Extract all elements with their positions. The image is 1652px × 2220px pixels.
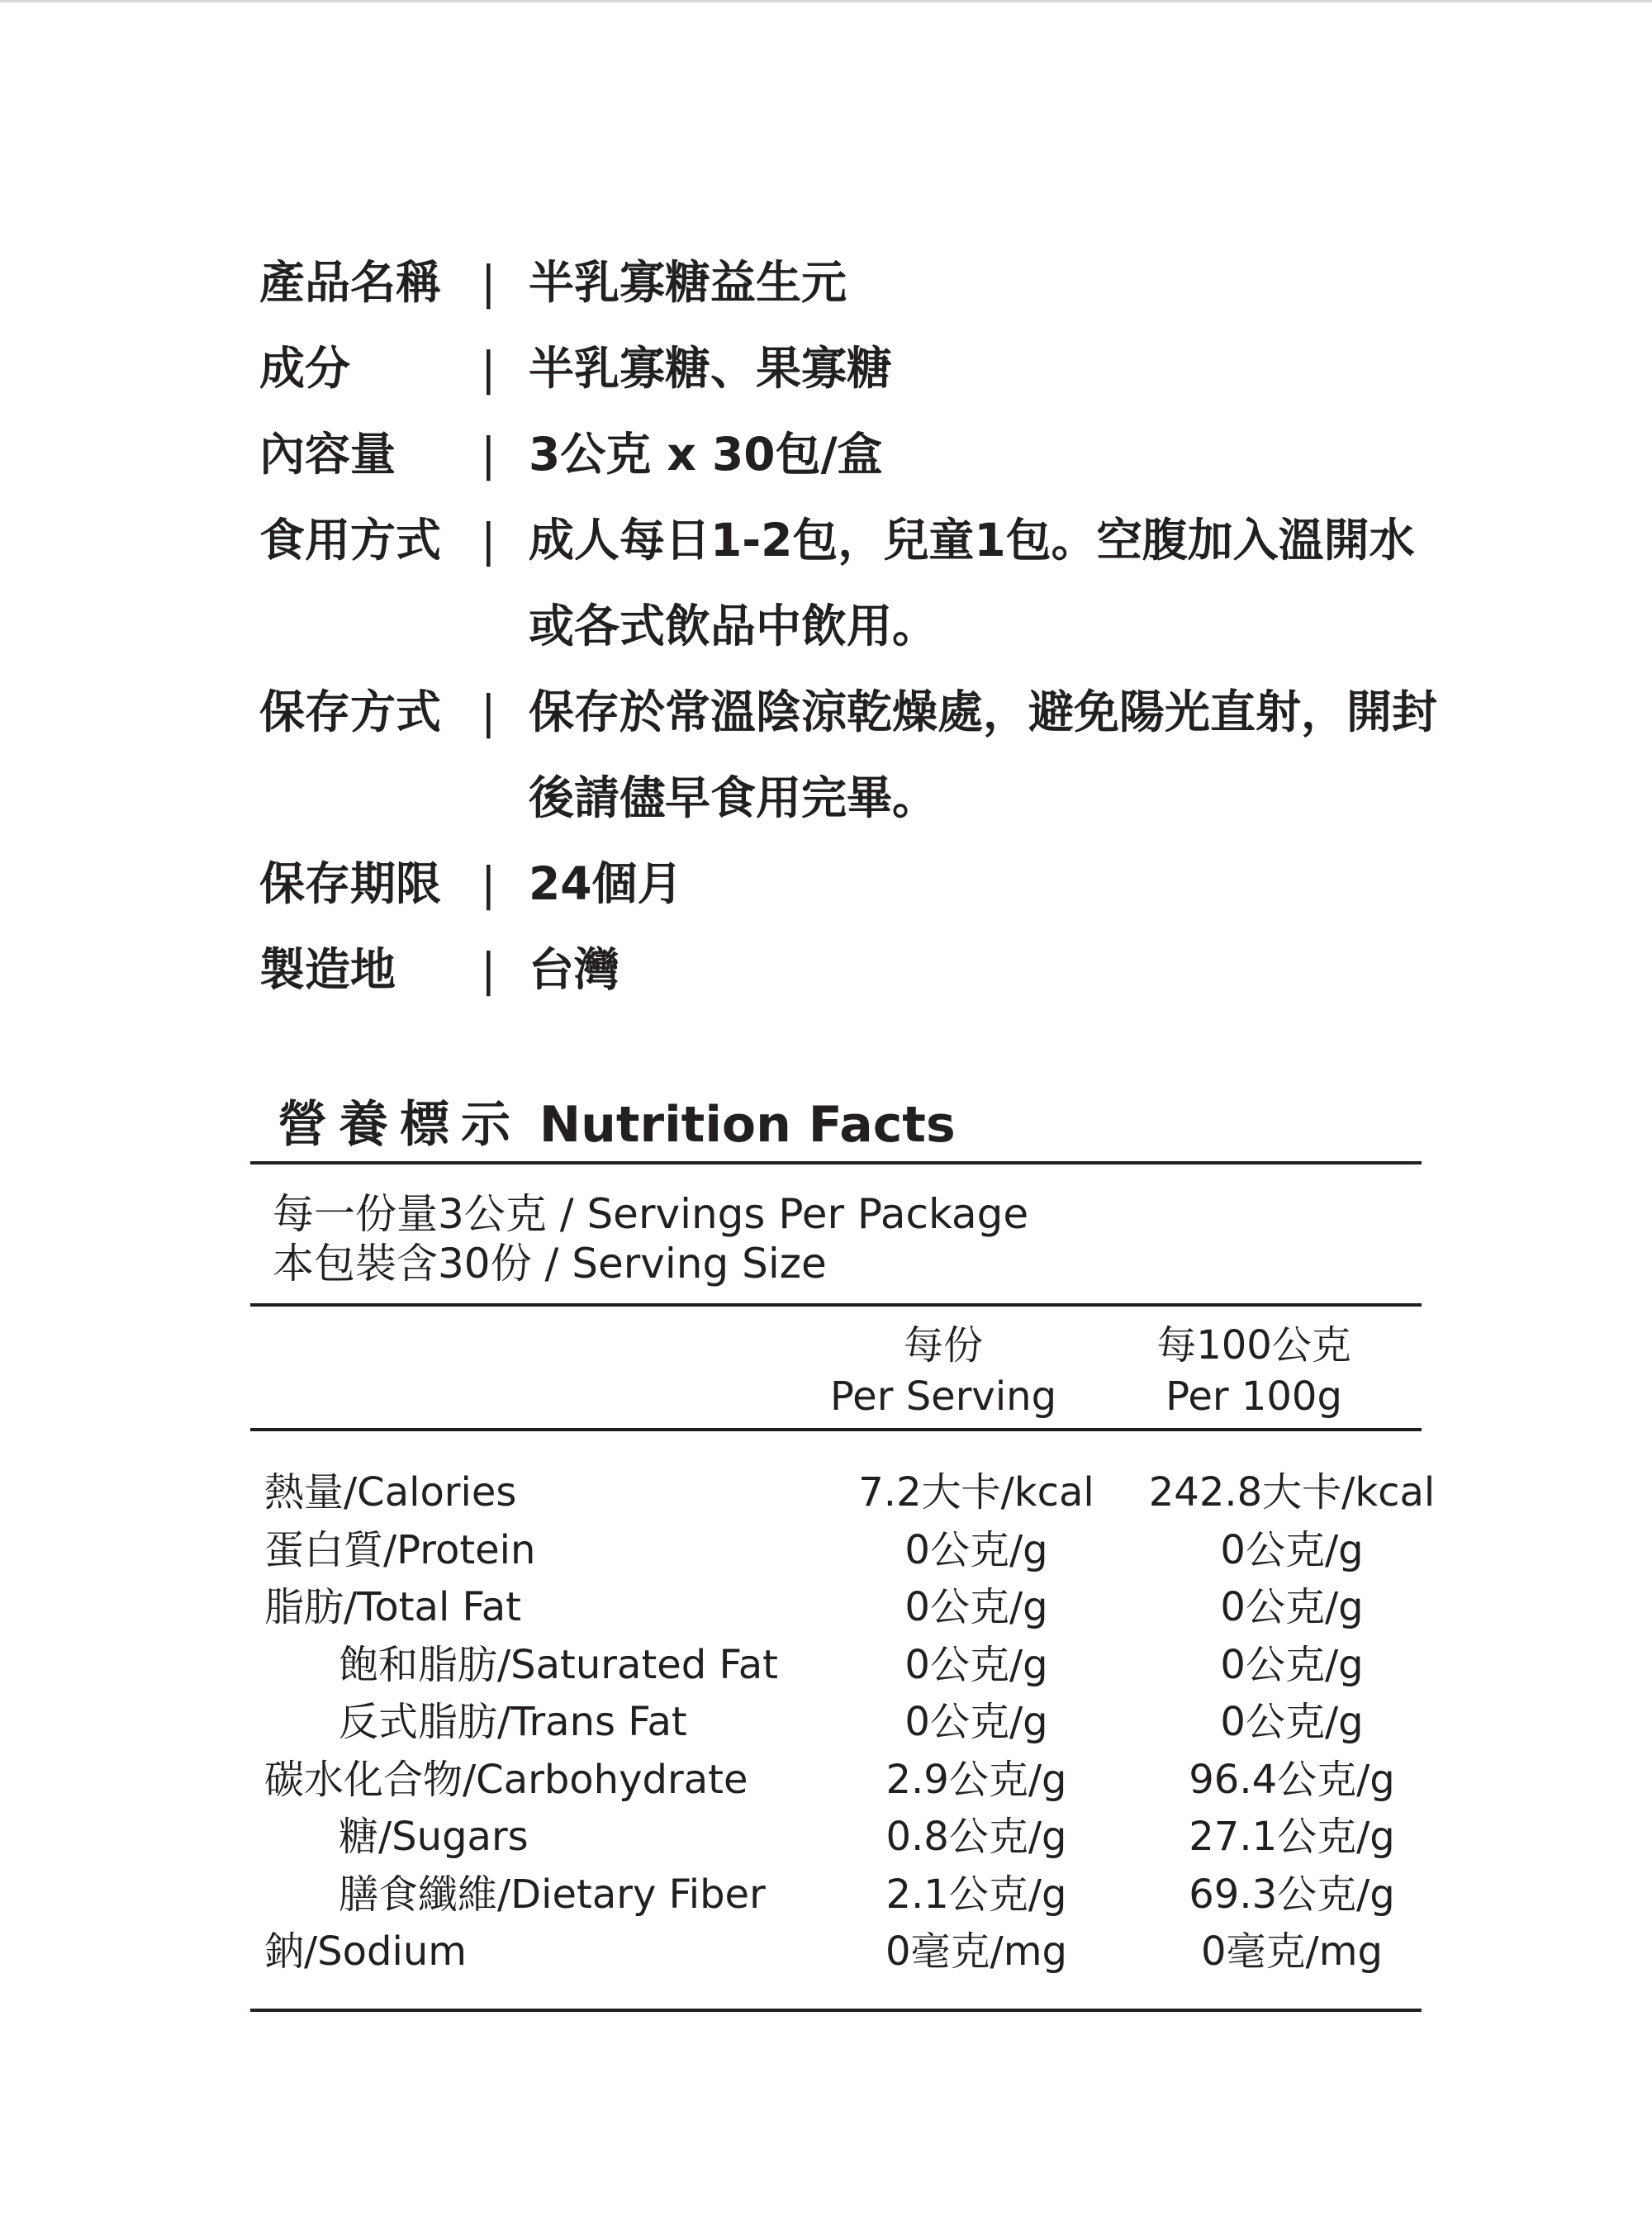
- table-row: [264, 1579, 1421, 1637]
- table-row: [264, 1522, 1421, 1580]
- nutrient-name: 飽和脂肪/Saturated Fat: [339, 1641, 778, 1688]
- per-100g-value: 0公克/g: [1220, 1526, 1364, 1573]
- per-100g-value: 242.8大卡/kcal: [1148, 1469, 1436, 1516]
- nutrient-name: 熱量/Calories: [264, 1469, 517, 1516]
- column-header-en: Per 100g: [1165, 1373, 1342, 1420]
- per-100g-value: 69.3公克/g: [1189, 1871, 1395, 1918]
- per-100g-value: 27.1公克/g: [1189, 1814, 1395, 1860]
- info-label: 製造地: [259, 943, 396, 996]
- info-separator: |: [481, 428, 496, 481]
- table-row: [264, 1752, 1421, 1810]
- table-row: [264, 1637, 1421, 1695]
- nutrient-name: 反式脂肪/Trans Fat: [339, 1699, 687, 1745]
- per-serving-value: 2.9公克/g: [885, 1756, 1067, 1803]
- nutrient-name: 蛋白質/Protein: [264, 1526, 536, 1573]
- top-divider: [0, 0, 1652, 2]
- table-row: [264, 1694, 1421, 1752]
- info-separator: |: [481, 514, 496, 567]
- column-header-zh: 每100公克: [1156, 1322, 1351, 1369]
- info-separator: |: [481, 256, 496, 309]
- nutrient-name: 鈉/Sodium: [264, 1928, 467, 1975]
- per-100g-value: 0公克/g: [1220, 1641, 1364, 1688]
- column-header-per-100g: [1080, 1320, 1427, 1422]
- info-value: 3公克 x 30包/盒: [529, 428, 883, 481]
- info-label: 保存期限: [259, 857, 442, 910]
- column-header-zh: 每份: [903, 1322, 983, 1369]
- nutrient-name: 膳食纖維/Dietary Fiber: [339, 1871, 766, 1918]
- info-value: 保存於常溫陰涼乾燥處，避免陽光直射，開封後請儘早食用完畢。: [529, 685, 1438, 824]
- serving-info: [273, 1189, 1028, 1288]
- nutrition-title-en: Nutrition Facts: [539, 1096, 956, 1154]
- info-separator: |: [481, 857, 496, 910]
- per-serving-value: 0公克/g: [904, 1526, 1048, 1573]
- product-info: [259, 240, 1498, 1013]
- info-label: 產品名稱: [259, 256, 442, 309]
- nutrition-rule-top: [250, 1161, 1422, 1165]
- nutrition-title: [278, 1085, 956, 1156]
- column-header-en: Per Serving: [829, 1373, 1057, 1420]
- nutrition-rule-body: [250, 1428, 1422, 1431]
- info-label: 內容量: [259, 428, 396, 481]
- nutrition-table: [264, 1464, 1436, 1981]
- info-row-storage: [259, 669, 1498, 841]
- info-row-shelf-life: [259, 841, 1498, 927]
- per-serving-value: 0公克/g: [904, 1699, 1048, 1745]
- info-value: 成人每日1-2包，兒童1包。空腹加入溫開水或各式飲品中飲用。: [529, 514, 1415, 652]
- per-serving-value: 0公克/g: [904, 1584, 1048, 1630]
- per-100g-value: 0公克/g: [1220, 1699, 1364, 1745]
- serving-line-2: 本包裝含30份 / Serving Size: [273, 1240, 827, 1288]
- info-row-product-name: [259, 240, 1498, 325]
- info-value: 半乳寡糖、果寡糖: [529, 342, 893, 395]
- info-value: 半乳寡糖益生元: [529, 256, 847, 309]
- info-row-net-content: [259, 411, 1498, 497]
- info-row-usage: [259, 497, 1498, 669]
- per-serving-value: 0公克/g: [904, 1641, 1048, 1688]
- per-100g-value: 96.4公克/g: [1189, 1756, 1395, 1803]
- per-100g-value: 0毫克/mg: [1201, 1928, 1383, 1975]
- info-row-origin: [259, 927, 1498, 1013]
- per-serving-value: 2.1公克/g: [885, 1871, 1067, 1918]
- nutrition-title-zh: 營養標示: [278, 1096, 522, 1154]
- serving-line-1: 每一份量3公克 / Servings Per Package: [273, 1190, 1029, 1238]
- table-row: [264, 1867, 1421, 1924]
- info-label: 保存方式: [259, 685, 442, 738]
- nutrition-rule-header: [250, 1303, 1422, 1307]
- per-serving-value: 0.8公克/g: [885, 1814, 1067, 1860]
- per-serving-value: 7.2大卡/kcal: [858, 1469, 1094, 1516]
- info-value: 24個月: [529, 857, 683, 910]
- table-row: [264, 1809, 1421, 1867]
- column-header-per-serving: [770, 1320, 1117, 1422]
- table-row: [264, 1924, 1421, 1981]
- info-value: 台灣: [529, 943, 620, 996]
- nutrient-name: 糖/Sugars: [339, 1814, 529, 1860]
- per-serving-value: 0毫克/mg: [885, 1928, 1067, 1975]
- table-row: [264, 1464, 1436, 1522]
- nutrient-name: 脂肪/Total Fat: [264, 1584, 521, 1630]
- info-separator: |: [481, 685, 496, 738]
- nutrient-name: 碳水化合物/Carbohydrate: [264, 1756, 748, 1803]
- nutrition-rule-bottom: [250, 2009, 1422, 2012]
- info-row-ingredients: [259, 325, 1498, 411]
- info-label: 食用方式: [259, 514, 442, 567]
- info-separator: |: [481, 943, 496, 996]
- info-separator: |: [481, 342, 496, 395]
- info-label: 成分: [259, 342, 351, 395]
- per-100g-value: 0公克/g: [1220, 1584, 1364, 1630]
